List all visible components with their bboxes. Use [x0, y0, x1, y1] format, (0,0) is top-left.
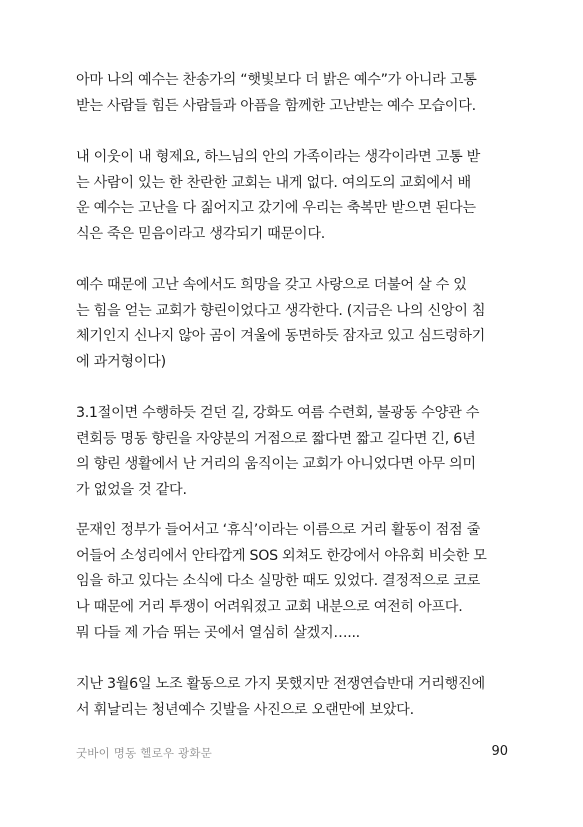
text-line: 서 휘날리는 청년예수 깃발을 사진으로 오랜만에 보았다. — [76, 701, 414, 718]
text-line: 뭐 다들 제 가슴 뛰는 곳에서 열심히 살겠지…... — [76, 624, 360, 641]
text-line: 3.1절이면 수행하듯 걷던 길, 강화도 여름 수련회, 불광동 수양관 수 — [76, 405, 480, 421]
text-line: 의 향린 생활에서 난 거리의 움직이는 교회가 아니었다면 아무 의미 — [76, 456, 476, 473]
paragraph-3 — [76, 273, 508, 376]
text-line: 임을 하고 있다는 소식에 다소 실망한 때도 있었다. 결정적으로 코로 — [76, 573, 481, 590]
text-line: 체기인지 신나지 않아 곰이 겨울에 동면하듯 잠자코 있고 심드렁하기 — [76, 328, 486, 345]
running-footer-title: 굿바이 명동 헬로우 광화문 — [76, 746, 212, 760]
text-line: 식은 죽은 믿음이라고 생각되기 때문이다. — [76, 226, 325, 243]
text-line: 련회등 명동 향린을 자양분의 거점으로 짧다면 짧고 길다면 긴, 6년 — [76, 430, 476, 447]
paragraph-6 — [76, 672, 508, 723]
text-line: 는 사람이 있는 한 찬란한 교회는 내게 없다. 여의도의 교회에서 배 — [76, 174, 471, 191]
text-line: 아마 나의 예수는 찬송가의 “햇빛보다 더 밝은 예수”가 아니라 고통 — [76, 72, 477, 88]
text-line: 운 예수는 고난을 다 짊어지고 갔기에 우리는 축복만 받으면 된다는 — [76, 200, 476, 217]
paragraph-2 — [76, 145, 508, 248]
text-line: 에 과거형이다) — [76, 354, 166, 371]
paragraph-5 — [76, 518, 508, 647]
text-line: 문재인 정부가 들어서고 ‘휴식’이라는 이름으로 거리 활동이 점점 줄 — [76, 522, 481, 538]
text-line: 지난 3월6일 노조 활동으로 가지 못했지만 전쟁연습반대 거리행진에 — [76, 676, 485, 692]
text-line: 는 힘을 얻는 교회가 향린이었다고 생각한다. (지금은 나의 신앙이 침 — [76, 302, 486, 319]
text-line: 예수 때문에 고난 속에서도 희망을 갖고 사랑으로 더불어 살 수 있 — [76, 277, 467, 293]
page-number: 90 — [491, 744, 508, 759]
paragraph-4 — [76, 401, 508, 504]
text-line: 나 때문에 거리 투쟁이 어려워졌고 교회 내분으로 여전히 아프다. — [76, 599, 463, 616]
text-line: 가 없었을 것 같다. — [76, 482, 187, 499]
text-line: 받는 사람들 힘든 사람들과 아픔을 함께한 고난받는 예수 모습이다. — [76, 97, 476, 114]
paragraph-1 — [76, 68, 508, 119]
text-line: 어들어 소성리에서 안타깝게 SOS 외쳐도 한강에서 야유회 비슷한 모 — [76, 547, 487, 564]
text-line: 내 이웃이 내 형제요, 하느님의 안의 가족이라는 생각이라면 고통 받 — [76, 149, 481, 165]
